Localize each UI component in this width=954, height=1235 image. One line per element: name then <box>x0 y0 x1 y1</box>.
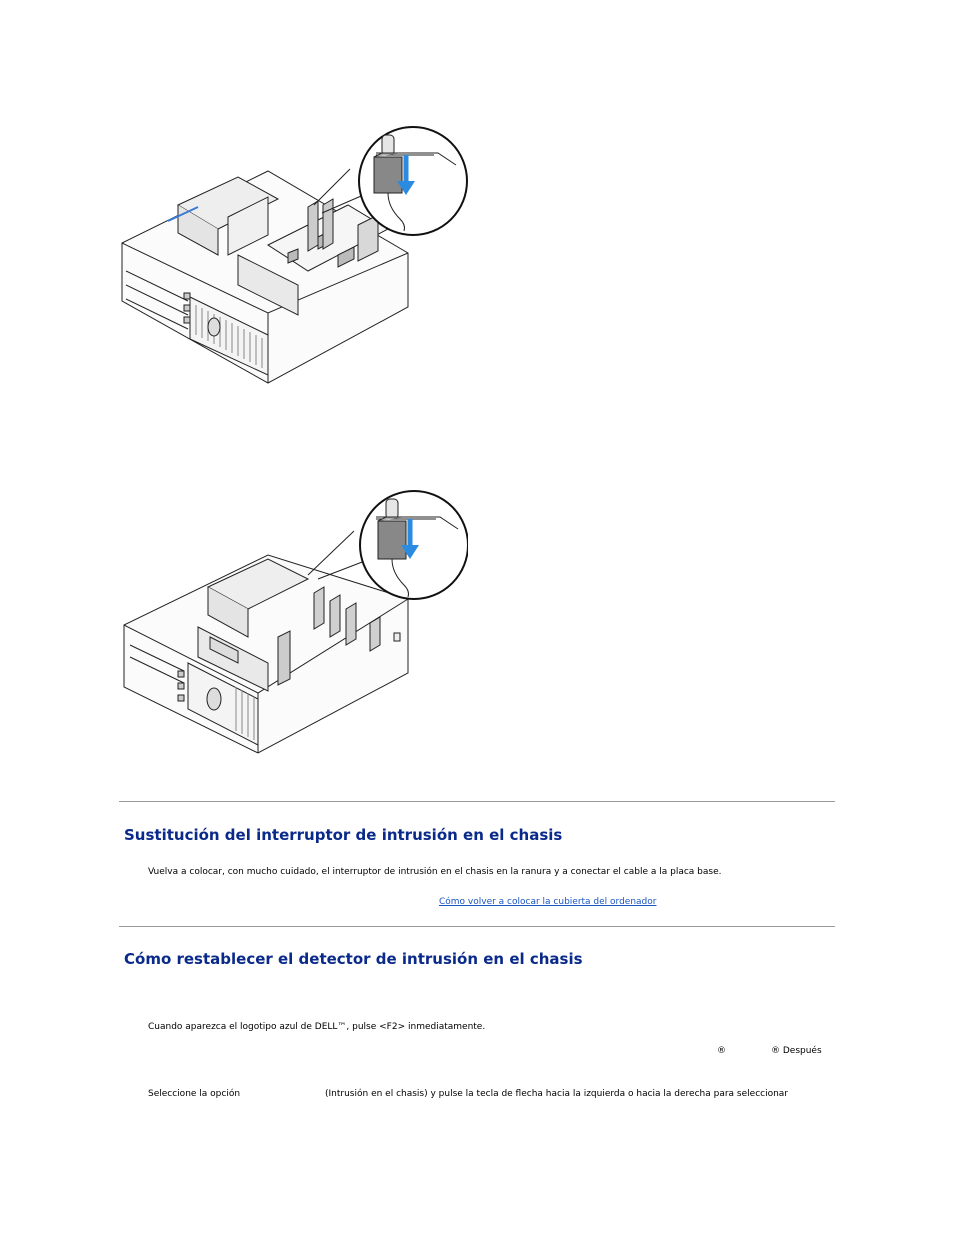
section-heading-replace-switch: Sustitución del interruptor de intrusión en el chasis <box>124 826 563 844</box>
reset-step-3-prefix: Seleccione la opción <box>148 1089 241 1099</box>
replace-step-text: Vuelva a colocar, con mucho cuidado, el interruptor de intrusión en el chasis en la ranura y a conectar el cable a la placa base. <box>148 867 722 877</box>
reset-step-1-text: Cuando aparezca el logotipo azul de DELL™, pulse <F2> inmediatamente. <box>148 1022 486 1032</box>
replace-cover-link[interactable]: Cómo volver a colocar la cubierta del ordenador <box>439 897 657 907</box>
section-heading-reset-detector: Cómo restablecer el detector de intrusión en el chasis <box>124 950 583 968</box>
reset-step-2-fragment-1: ® <box>717 1046 726 1056</box>
section-divider <box>119 801 835 802</box>
reset-step-2-fragment-2: ® Después <box>771 1046 822 1056</box>
section-divider <box>119 926 835 927</box>
chassis-intrusion-switch-figure-1 <box>118 125 468 387</box>
chassis-intrusion-switch-figure-2 <box>118 487 468 757</box>
reset-step-3-suffix: (Intrusión en el chasis) y pulse la tecla de flecha hacia la izquierda o hacia la derecha para seleccionar <box>325 1089 789 1099</box>
